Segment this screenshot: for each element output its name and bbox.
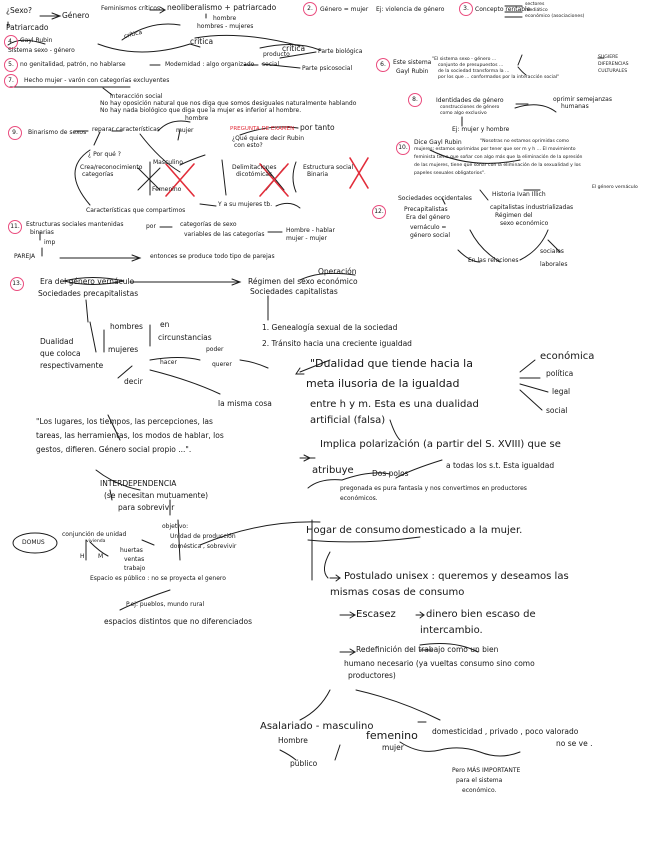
quote-lugares-2: tareas, las herramientas, los modos de hablar, los — [36, 431, 224, 440]
quote-10-line-3: feminista tiene que soñar con algo más que la eliminación de la opresión — [414, 155, 583, 160]
rentable-mediatico: mediático — [525, 8, 548, 13]
que-quiere-decir: ¿Qué quiere decir Rubin — [232, 135, 305, 142]
hogar-consumo: Hogar de consumo — [306, 525, 401, 536]
circunstancias: circunstancias — [158, 333, 212, 342]
quote-6-line-3: de la sociedad transforma la ... — [438, 69, 510, 74]
con-esto: con esto? — [234, 142, 263, 149]
a-todas: a todas los s.t. Esta igualdad — [446, 461, 555, 470]
section-number-8: 8. — [408, 93, 422, 107]
por-tanto: por tanto — [300, 123, 335, 132]
crea-label: Crea/reconocimiento — [80, 164, 143, 171]
en-las-relaciones: En las relaciones — [468, 257, 519, 264]
hacer-label: hacer — [160, 359, 177, 366]
dualidad-meta-1: "Dualidad que tiende hacia la — [310, 357, 473, 370]
redefinicion-label: Redefinición del trabajo como un bien — [356, 645, 499, 654]
section-number-5: 5. — [4, 58, 18, 72]
laborales-label: laborales — [540, 261, 568, 268]
domesticado-label: domesticado a la mujer. — [402, 525, 523, 536]
unidad-produccion: Unidad de producción — [170, 533, 236, 540]
espacio-publico: Espacio es público : no se proyecta el genero — [90, 575, 226, 582]
exam-question-label: PREGUNTA DE EXAMEN — [230, 126, 295, 132]
en-label: en — [160, 320, 170, 329]
transito-label: 2. Tránsito hacia una creciente igualdad — [262, 339, 412, 348]
no-hay-nada-label: No hay nada biológico que diga que la mujer es inferior al hombre. — [100, 107, 302, 114]
genero-social: género social — [410, 232, 451, 239]
precapitalistas: Precapitalistas — [404, 206, 448, 213]
section-number-6: 6. — [376, 58, 390, 72]
que-coloca: que coloca — [40, 349, 81, 358]
decir-label: decir — [124, 377, 143, 386]
intercambio-label: intercambio. — [420, 625, 483, 636]
binarismo-label: Binarismo de sexos — [28, 129, 87, 136]
historia-illich: Historia Ivan Illich — [492, 191, 546, 198]
misma-cosa: la misma cosa — [218, 399, 272, 408]
culturales-label: CULTURALES — [598, 69, 628, 74]
vivienda-label: vivienda — [86, 539, 106, 544]
mujeres-13: mujeres — [108, 345, 139, 354]
publico-label: público — [290, 759, 318, 768]
section-number-4: 4. — [4, 35, 18, 49]
producto-label: producto — [263, 51, 290, 58]
identidades-label: Identidades de género — [436, 97, 504, 104]
espacios-distintos: espacios distintos que no diferenciados — [104, 617, 253, 626]
genero-label: Género — [62, 11, 90, 20]
concepto-rentable: Concepto rentable — [475, 6, 531, 13]
domesticidad-label: domesticidad , privado , poco valorado — [432, 727, 579, 736]
rentable-sectores: sectores — [525, 2, 545, 7]
quote-6-line-1: "El sistema sexo - género ... — [432, 57, 497, 62]
pej-label: P.ej: pueblos, mundo rural — [126, 601, 205, 608]
section-number-13: 13. — [10, 277, 24, 291]
critica-label-2: crítica — [190, 37, 214, 46]
dos-polos: Dos polos — [372, 469, 409, 478]
hecho-label: Hecho mujer - varón con categorías excluyentes — [24, 77, 170, 84]
binarias-label: binarias — [30, 229, 54, 236]
regimen-label: Régimen del — [495, 212, 533, 219]
reparar-label: reparar características — [92, 126, 160, 133]
critica-label-3: crítica — [282, 44, 306, 53]
m-label: M — [98, 553, 104, 560]
critica-label-1: crítica — [123, 28, 143, 41]
section-number-2: 2. — [303, 2, 317, 16]
quote-6-line-2: conjunto de presupuestos ... — [438, 63, 504, 68]
escasez-label: Escasez — [356, 609, 396, 620]
categorias-label: categorías — [82, 171, 114, 178]
economico-end: económico. — [462, 787, 497, 794]
para-sobrevivir: para sobrevivir — [118, 503, 175, 512]
violencia-example: Ej: violencia de género — [376, 6, 445, 13]
parte-psicosocial: Parte psicosocial — [302, 65, 353, 72]
diferencias-label: DIFERENCIAS — [598, 62, 629, 67]
quote-lugares-3: gestos, difieren. Género social propio ...". — [36, 445, 192, 454]
dualidad-meta-4: artificial (falsa) — [310, 415, 386, 426]
sexo-question: ¿Sexo? — [6, 6, 33, 15]
humano-necesario: humano necesario (ya vueltas consumo sino como — [344, 659, 535, 668]
mismas-cosas: mismas cosas de consumo — [330, 587, 465, 598]
trabajo-label: trabajo — [124, 565, 146, 572]
legal-label: legal — [552, 387, 571, 396]
oprimir-label: oprimir semejanzas — [553, 96, 612, 103]
h-label: H — [80, 553, 85, 560]
sociedades-occidentales: Sociedades occidentales — [398, 195, 472, 202]
regimen-sexo-economico: Régimen del sexo económico — [248, 277, 358, 286]
economica-label: económica — [540, 351, 595, 362]
hombre-label: hombre — [213, 15, 237, 22]
femenino-end: femenino — [366, 729, 418, 742]
era-genero: Era del género — [406, 214, 450, 221]
no-genitalidad: no genitalidad, patrón, no hablarse — [20, 61, 126, 68]
hombre-9: hombre — [185, 115, 209, 122]
hombre-hablar: Hombre - hablar — [286, 227, 335, 234]
estructura-label: Estructura social — [303, 164, 354, 171]
no-se-ve: no se ve . — [556, 739, 593, 748]
dualidad-meta-3: entre h y m. Esta es una dualidad — [310, 399, 479, 410]
pareja-label: PAREJA — [14, 253, 36, 260]
social-label: social — [262, 61, 280, 68]
mas-mujeres-label: Y a su mujeres tb. — [218, 201, 273, 208]
caracteristicas-label: Características que compartimos — [86, 207, 186, 214]
genero-mujer-label: Género = mujer — [320, 6, 369, 13]
pero-mas-importante: Pero MÁS IMPORTANTE — [452, 767, 521, 774]
querer-label: querer — [212, 361, 232, 368]
sociedades-capitalistas: Sociedades capitalistas — [250, 287, 338, 296]
categorias-sexo: categorías de sexo — [180, 221, 237, 228]
dicotomicas-label: dicotómicas — [236, 171, 273, 178]
asalariado-label: Asalariado - masculino — [260, 721, 374, 732]
quote-10-line-2: mujeres; estamos oprimidas por tener que ser m y h ... El movimiento — [414, 147, 576, 152]
sociedades-precapitalistas: Sociedades precapitalistas — [38, 289, 139, 298]
era-vernaculo: Era del género vernáculo — [40, 277, 135, 286]
quote-6-line-4: por los que ... conformados por la interacción social" — [438, 75, 560, 80]
objetivo-label: objetivo: — [162, 523, 189, 530]
section-number-10: 10. — [396, 141, 410, 155]
dinero-label: dinero bien escaso de — [426, 609, 536, 620]
section-number-7: 7. — [4, 74, 18, 88]
hombres-mujeres-label: hombres - mujeres — [197, 23, 254, 30]
estructuras-label: Estructuras sociales mantenidas — [26, 221, 124, 228]
como-algo-label: como algo exclusivo — [440, 111, 487, 116]
sociales-label: sociales — [540, 248, 564, 255]
delimitaciones-label: Delimitaciones — [232, 164, 277, 171]
sugiere-label: SUGIERE — [598, 55, 619, 60]
interdependencia: INTERDEPENDENCIA — [100, 479, 177, 488]
mujer-mujer: mujer - mujer — [286, 235, 327, 242]
vernaculo: vernáculo = — [410, 224, 447, 231]
gayl-rubin-6: Gayl Rubin — [396, 68, 429, 75]
domus-label: DOMUS — [22, 539, 45, 546]
economicos-label: económicos. — [340, 495, 378, 502]
respectivamente: respectivamente — [40, 361, 104, 370]
huertas-label: huertas — [120, 547, 143, 554]
section-number-12: 12. — [372, 205, 386, 219]
quote-lugares-1: "Los lugares, los tiempos, las percepciones, las — [36, 417, 213, 426]
mujer-9: mujer — [176, 127, 194, 134]
ej-mujer-hombre: Ej: mujer y hombre — [452, 126, 510, 133]
implica-label: Implica polarización (a partir del S. XVIII) que se — [320, 439, 561, 450]
para-el-sistema: para el sistema — [456, 777, 503, 784]
entonces-label: entonces se produce todo tipo de parejas — [150, 253, 275, 260]
humanas-label: humanas — [561, 103, 589, 110]
variables-categorias: variables de las categorías — [184, 231, 265, 238]
interaccion-label: interacción social — [110, 93, 163, 100]
masculino-label: Masculino — [153, 159, 183, 166]
mujer-end: mujer — [382, 743, 404, 752]
quote-10-line-4: de las mujeres, tiene que soñar con la eliminación de la sexualidad y los — [414, 163, 581, 168]
genealogia-label: 1. Genealogía sexual de la sociedad — [262, 323, 398, 332]
femenino-label: Femenino — [152, 186, 182, 193]
gayl-rubin-4: Gayl Rubin — [20, 37, 53, 44]
genero-vernaculo-note: El género vernáculo — [592, 185, 638, 190]
conjuncion-label: conjunción de unidad — [62, 531, 127, 538]
dualidad-meta-2: meta ilusoria de la igualdad — [306, 377, 460, 390]
rentable-economico: económico (asociaciones) — [525, 14, 585, 19]
capitalistas-industrializadas: capitalistas industrializadas — [490, 204, 574, 211]
parte-biologica: Parte biológica — [318, 48, 363, 55]
domestica-label: doméstica , sobrevivir — [170, 543, 237, 550]
construcciones-label: construcciones de género — [440, 105, 500, 110]
atribuye-label: atribuye — [312, 465, 354, 476]
modernidad-label: Modernidad : algo organizado — [165, 61, 255, 68]
section-number-11: 11. — [8, 220, 22, 234]
hombres-13: hombres — [110, 322, 143, 331]
poder-label: poder — [206, 346, 224, 353]
pregonada-label: pregonada es pura fantasía y nos convertimos en productores — [340, 485, 527, 492]
binaria-label: Binaria — [307, 171, 329, 178]
patriarcado-label: Patriarcado — [6, 23, 49, 32]
operacion-label: Operación — [318, 267, 357, 276]
por-label: por — [146, 223, 156, 230]
por-que: ¿ Por qué ? — [88, 151, 121, 158]
sistema-sexo-genero: Sistema sexo - género — [8, 47, 75, 54]
section-number-3: 3. — [459, 2, 473, 16]
se-necesitan: (se necesitan mutuamente) — [104, 491, 209, 500]
no-oposicion-label: No hay oposición natural que nos diga que somos desiguales naturalmente hablando — [100, 100, 357, 107]
sexo-economico: sexo económico — [500, 220, 549, 227]
section-number-9: 9. — [8, 126, 22, 140]
hombre-end: Hombre — [278, 736, 308, 745]
neoliberalismo-label: neoliberalismo + patriarcado — [167, 3, 277, 12]
postulado-unisex: Postulado unisex : queremos y deseamos las — [344, 571, 569, 582]
social-13: social — [546, 406, 568, 415]
dice-gayl-rubin: Dice Gayl Rubin — [414, 139, 462, 146]
politica-label: política — [546, 369, 574, 378]
imp-label: imp — [44, 239, 56, 246]
dualidad-label: Dualidad — [40, 337, 74, 346]
este-sistema: Este sistema — [393, 59, 432, 66]
quote-10-line-1: "Nosotras no estamos oprimidas como — [480, 139, 569, 144]
productores-label: productores) — [348, 671, 396, 680]
feminismos-label: Feminismos críticos — [101, 5, 161, 12]
quote-10-line-5: papeles sexuales obligatorios". — [414, 171, 486, 176]
ventas-label: ventas — [124, 556, 145, 563]
